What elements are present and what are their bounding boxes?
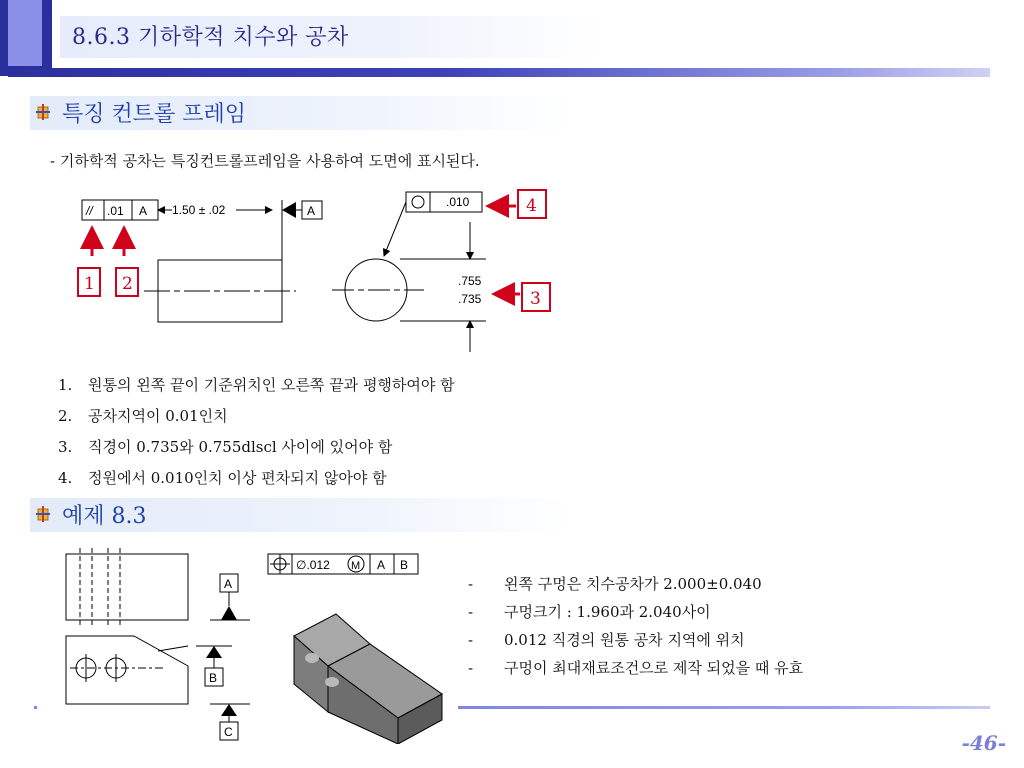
frame1-datum: A: [139, 204, 148, 218]
orthographic-views-figure: [60, 548, 260, 744]
frame2-tolerance: .010: [446, 195, 470, 209]
datum-a-label: A: [307, 204, 316, 218]
list-item: [58, 370, 455, 401]
page-title: 8.6.3 기하학적 치수와 공차: [72, 25, 349, 50]
section1-title: 특징 컨트롤 프레임: [62, 102, 247, 127]
list-number: 2.: [58, 407, 73, 425]
list-text: 정원에서 0.010인치 이상 편차되지 않아야 함: [88, 469, 387, 487]
bullet-dash: -: [468, 659, 474, 677]
frame-modifier: M: [351, 560, 361, 572]
frame-diameter: ∅.012: [296, 558, 330, 572]
bullet-text: 0.012 직경의 원통 공차 지역에 위치: [504, 631, 745, 649]
callout-3: 3: [530, 289, 541, 309]
footer-line: [458, 706, 990, 709]
list-number: 1.: [58, 376, 73, 394]
footer-dot: [34, 706, 37, 709]
callout-2: 2: [122, 274, 133, 294]
header-accent-inner: [8, 0, 42, 66]
callout-1: 1: [84, 274, 95, 294]
list-item: [58, 463, 455, 494]
bullet-text: 구멍크기 : 1.960과 2.040사이: [504, 603, 711, 621]
page-number: -46-: [961, 731, 1006, 755]
callout-4: 4: [526, 196, 537, 216]
list-item: [468, 598, 803, 626]
bullet-icon: [36, 506, 50, 522]
list-number: 3.: [58, 438, 73, 456]
list-text: 직경이 0.735와 0.755dlscl 사이에 있어야 함: [88, 438, 393, 456]
list-text: 공차지역이 0.01인치: [88, 407, 228, 425]
section2-title: 예제 8.3: [62, 504, 147, 529]
position-frame: [268, 554, 418, 574]
parallelism-frame: [82, 200, 158, 220]
bullet-icon: [36, 104, 50, 120]
list-item: [468, 570, 803, 598]
section1-intro: - 기하학적 공차는 특징컨트롤프레임을 사용하여 도면에 표시된다.: [50, 152, 480, 170]
circularity-frame: [406, 192, 482, 212]
frame-datum2: B: [400, 558, 409, 572]
frame-datum1: A: [377, 558, 386, 572]
list-item: [468, 626, 803, 654]
dim-upper: .755: [458, 274, 482, 288]
bullet-text: 구멍이 최대재료조건으로 제작 되었을 때 유효: [504, 659, 804, 677]
datum-a: A: [224, 577, 233, 591]
datum-c: C: [224, 725, 233, 739]
isometric-part-figure: [266, 548, 456, 744]
section1-list: [58, 370, 455, 494]
feature-control-frame-figure: [60, 182, 580, 352]
bullet-dash: -: [468, 575, 474, 593]
list-item: [468, 654, 803, 682]
list-text: 원통의 왼쪽 끝이 기준위치인 오른쪽 끝과 평행하여야 함: [88, 376, 455, 394]
bullet-text: 왼쪽 구멍은 치수공차가 2.000±0.040: [504, 575, 762, 593]
list-item: [58, 432, 455, 463]
length-dimension: 1.50 ± .02: [172, 203, 226, 217]
section2-bullets: [468, 570, 803, 682]
dim-lower: .735: [458, 292, 482, 306]
frame1-tolerance: .01: [107, 204, 124, 218]
bullet-dash: -: [468, 603, 474, 621]
datum-b: B: [209, 671, 218, 685]
list-item: [58, 401, 455, 432]
header-underline: [8, 68, 990, 77]
list-number: 4.: [58, 469, 73, 487]
bullet-dash: -: [468, 631, 474, 649]
parallelism-symbol: //: [86, 204, 93, 218]
